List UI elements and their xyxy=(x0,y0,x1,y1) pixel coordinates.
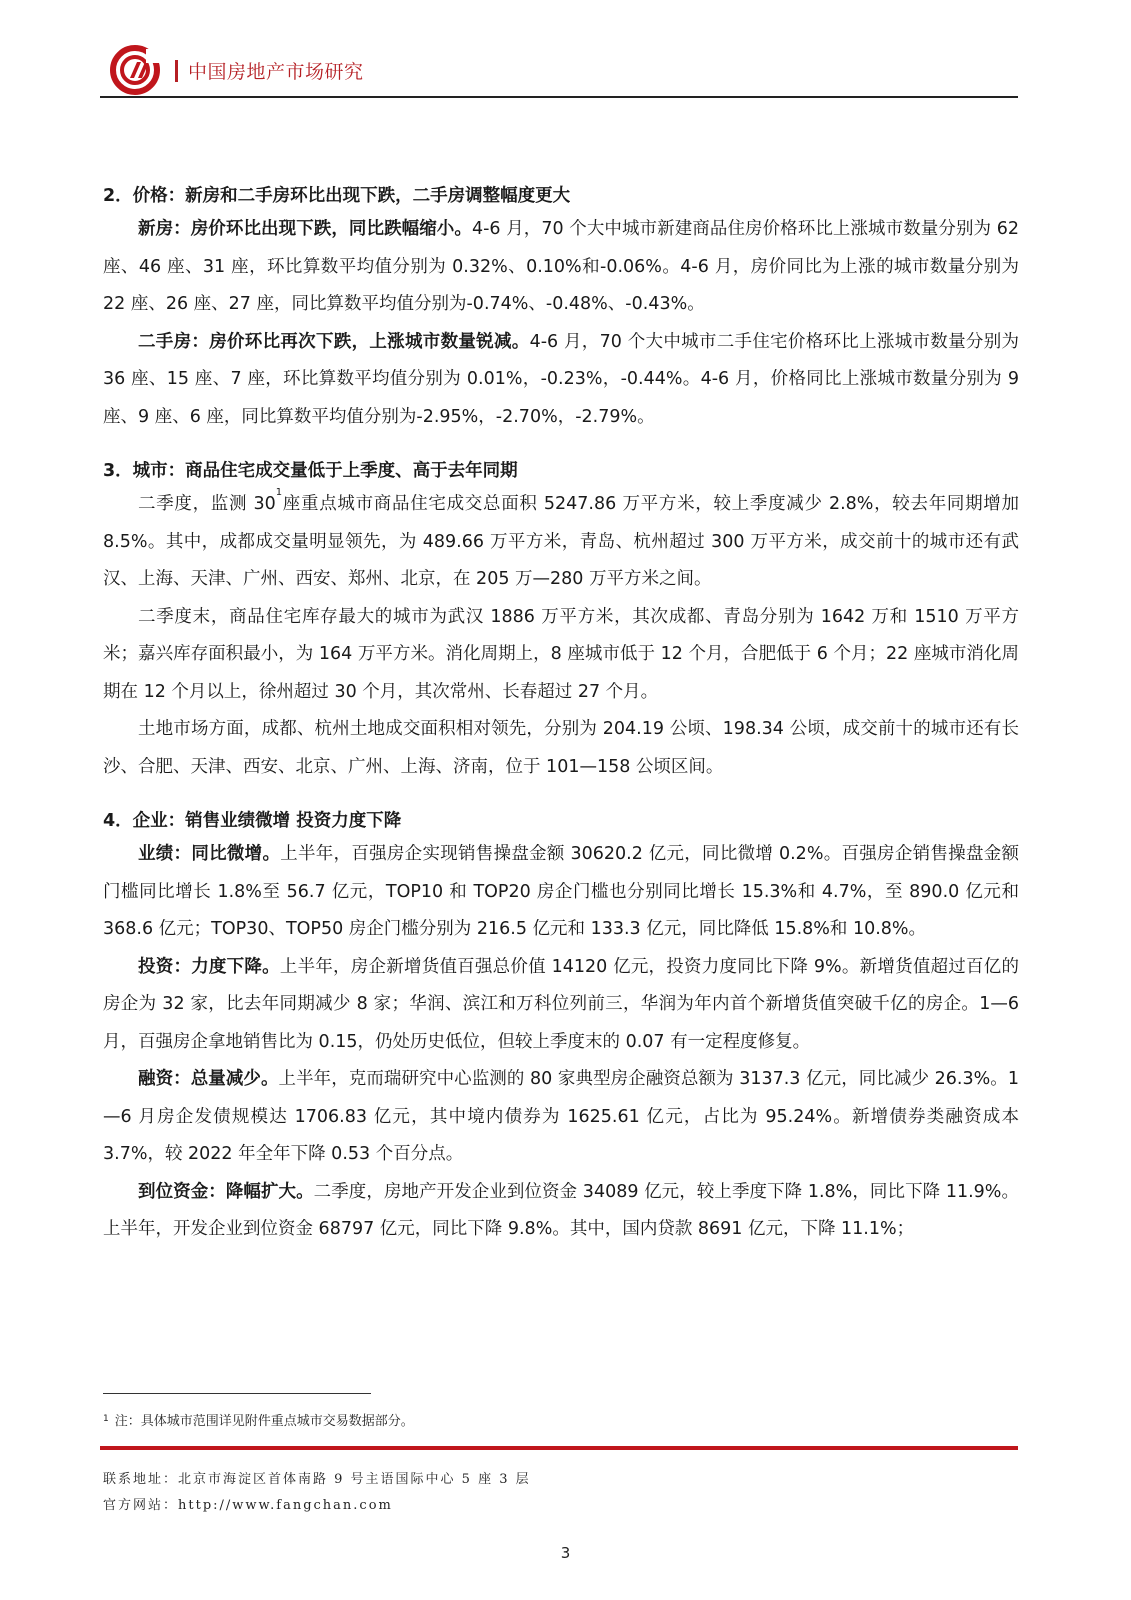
paragraph-land-market: 土地市场方面，成都、杭州土地成交面积相对领先，分别为 204.19 公顷、198.34 公顷，成交前十的城市还有长沙、合肥、天津、西安、北京、广州、上海、济南，位于 101—158 公顷区间。 xyxy=(103,719,1019,777)
paragraph-city-inventory: 二季度末，商品住宅库存最大的城市为武汉 1886 万平方米，其次成都、青岛分别为 1642 万和 1510 万平方米；嘉兴库存面积最小，为 164 万平方米。消化周期上，8 座城市低于 12 个月，合肥低于 6 个月；22 座城市消化周期在 12 个月以上，徐州超过 30 个月，其次常州、长春超过 27 个月。 xyxy=(103,606,1019,702)
paragraph-text: 座重点城市商品住宅成交总面积 5247.86 万平方米，较上季度减少 2.8%，较去年同期增加 8.5%。其中，成都成交量明显领先，为 489.66 万平方米，青岛、杭州超过 300 万平方米，成交前十的城市还有武汉、上海、天津、广州、西安、郑州、北京，在 205 万—280 万平方米之间。 xyxy=(103,494,1019,589)
paragraph-new-house xyxy=(103,211,1019,324)
paragraph-financing xyxy=(103,1061,1019,1174)
paragraph-investment xyxy=(103,949,1019,1062)
page-header xyxy=(100,40,1018,98)
paragraph-lead: 到位资金：降幅扩大。 xyxy=(138,1181,314,1202)
section-title-enterprise: 4．企业：销售业绩微增 投资力度下降 xyxy=(103,811,402,831)
footer-address: 联系地址：北京市海淀区首体南路 9 号主语国际中心 5 座 3 层 xyxy=(103,1472,531,1487)
footnote xyxy=(103,1410,414,1429)
paragraph-text: 上半年，克而瑞研究中心监测的 80 家典型房企融资总额为 3137.3 亿元，同比减少 26.3%。1—6 月房企发债规模达 1706.83 亿元，其中境内债券为 1625.61 亿元，占比为 95.24%。新增债券类融资成本 3.7%，较 2022 年全年下降 0.53 个百分点。 xyxy=(103,1069,1019,1164)
section-title-price: 2．价格：新房和二手房环比出现下跌，二手房调整幅度更大 xyxy=(103,186,571,206)
paragraph-lead: 投资：力度下降。 xyxy=(138,956,280,977)
paragraph-lead: 新房：房价环比出现下跌，同比跌幅缩小。 xyxy=(138,219,472,239)
footnote-ref[interactable]: 1 xyxy=(275,487,283,498)
paragraph-text: 上半年，房企新增货值百强总价值 14120 亿元，投资力度同比下降 9%。新增货值超过百亿的房企为 32 家，比去年同期减少 8 家；华润、滨江和万科位列前三，华润为年内首个新增货值突破千亿的房企。1—6 月，百强房企拿地销售比为 0.15，仍处历史低位，但较上季度末的 0.07 有一定程度修复。 xyxy=(103,956,1020,1052)
paragraph-lead: 融资：总量减少。 xyxy=(138,1069,279,1089)
paragraph-text: 二季度，房地产开发企业到位资金 34089 亿元，较上季度下降 1.8%，同比下降 11.9%。上半年，开发企业到位资金 68797 亿元，同比下降 9.8%。其中，国内贷款 8691 亿元，下降 11.1%； xyxy=(103,1181,1019,1239)
section-title-city: 3．城市：商品住宅成交量低于上季度、高于去年同期 xyxy=(103,461,518,481)
paragraph-text: 二季度，监测 30 xyxy=(138,494,276,514)
paragraph-performance xyxy=(103,836,1019,949)
paragraph-city-transactions xyxy=(103,486,1019,599)
paragraph-second-hand xyxy=(103,324,1019,437)
header-title: 中国房地产市场研究 xyxy=(188,61,364,83)
paragraph-text: 4-6 月，70 个大中城市新建商品住房价格环比上涨城市数量分别为 62 座、46 座、31 座，环比算数平均值分别为 0.32%、0.10%和-0.06%。4-6 月，房价同比为上涨的城市数量分别为 22 座、26 座、27 座，同比算数平均值分别为-0.74%、-0.48%、-0.43%。 xyxy=(103,219,1020,314)
footer-website[interactable]: 官方网站：http://www.fangchan.com xyxy=(103,1498,393,1513)
footnote-rule xyxy=(103,1393,371,1394)
paragraph-text: 上半年，百强房企实现销售操盘金额 30620.2 亿元，同比微增 0.2%。百强房企销售操盘金额门槛同比增长 1.8%至 56.7 亿元，TOP10 和 TOP20 房企门槛也分别同比增长 15.3%和 4.7%，至 890.0 亿元和 368.6 亿元；TOP30、TOP50 房企门槛分别为 216.5 亿元和 133.3 亿元，同比降低 15.8%和 10.8%。 xyxy=(103,844,1019,939)
footnote-mark: 1 xyxy=(103,1414,109,1424)
page-number: 3 xyxy=(560,1544,571,1562)
header-rule xyxy=(100,96,1018,98)
paragraph-lead: 二手房：房价环比再次下跌，上涨城市数量锐减。 xyxy=(138,331,530,352)
footer-rule xyxy=(100,1446,1018,1450)
footnote-text: 注：具体城市范围详见附件重点城市交易数据部分。 xyxy=(114,1414,414,1429)
paragraph-funds xyxy=(103,1174,1019,1249)
company-logo-icon xyxy=(110,45,160,95)
main-content xyxy=(103,181,1019,1249)
paragraph-lead: 业绩：同比微增。 xyxy=(138,844,281,864)
paragraph-text: 4-6 月，70 个大中城市二手住宅价格环比上涨城市数量分别为 36 座、15 座、7 座，环比算数平均值分别为 0.01%，-0.23%，-0.44%。4-6 月，价格同比上涨城市数量分别为 9 座、9 座、6 座，同比算数平均值分别为-2.95%，-2.70%，-2.79%。 xyxy=(103,331,1019,427)
header-divider xyxy=(175,60,178,82)
